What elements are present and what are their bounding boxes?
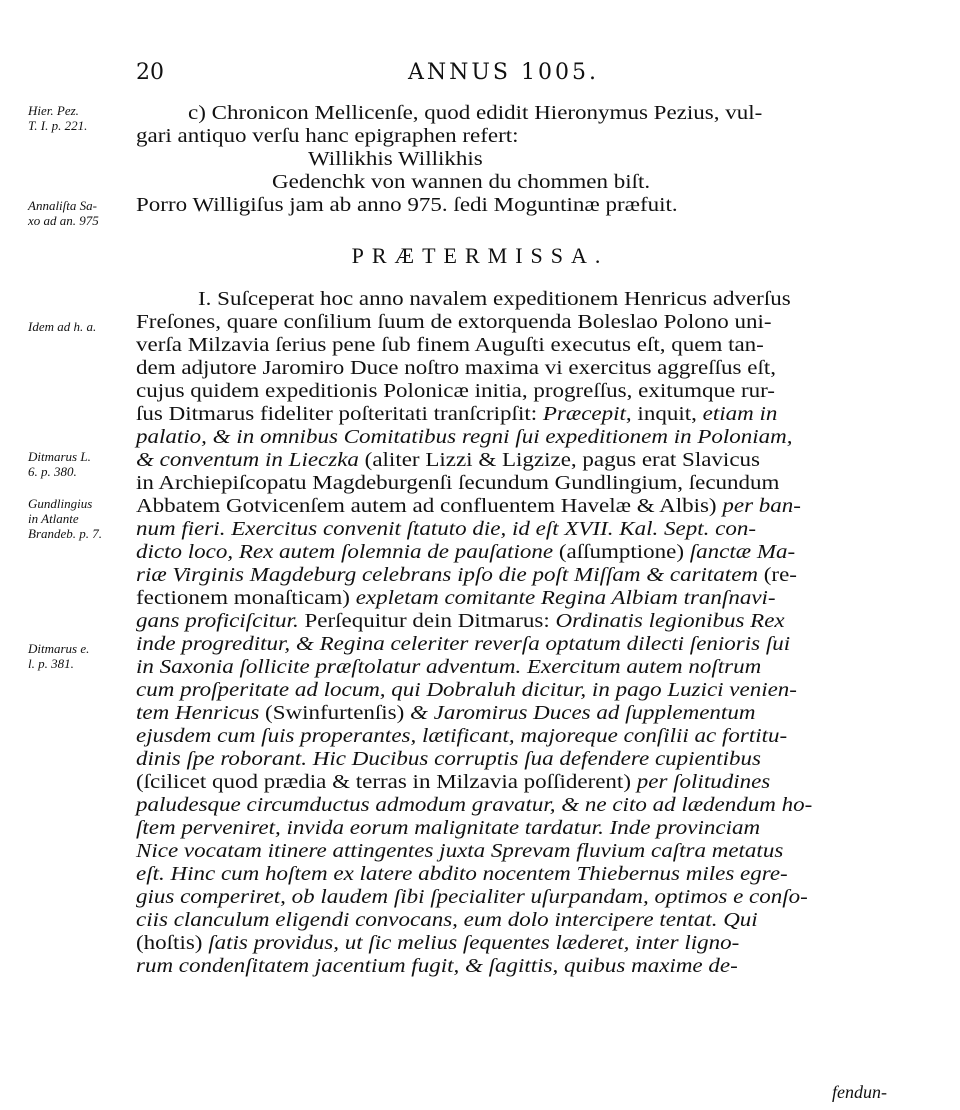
text-line — [136, 771, 770, 794]
page-number: 20 — [136, 60, 164, 85]
text-line — [136, 541, 795, 564]
text-line — [188, 102, 762, 125]
italic-span: ſanctæ Ma- — [689, 541, 796, 563]
margin-note-line: Hier. Pez. — [28, 103, 79, 118]
italic-span: per ban- — [722, 495, 801, 517]
italic-span: expletam comitante Regina Albiam tranſnavi- — [355, 587, 776, 609]
roman-span: (aſſumptione) — [553, 541, 690, 563]
text-line — [136, 564, 797, 587]
roman-span: Willikhis Willikhis — [308, 148, 483, 170]
text-line — [272, 171, 650, 194]
text-line — [136, 495, 801, 518]
text-line — [136, 886, 808, 909]
text-line — [136, 357, 776, 380]
text-line — [136, 817, 760, 840]
italic-span: gans proficiſcitur. — [136, 610, 299, 632]
margin-note-line: 6. p. 380. — [28, 464, 77, 479]
text-line — [136, 380, 775, 403]
text-line — [136, 909, 758, 932]
italic-span: ſtem perveniret, invida eorum malignitate tardatur. Inde provinciam — [136, 817, 761, 839]
text-line — [136, 472, 779, 495]
italic-span: cum proſperitate ad locum, qui Dobraluh dicitur, in pago Luzici venien- — [136, 679, 797, 701]
roman-span: (Swinfurtenſis) — [259, 702, 411, 724]
text-line — [136, 679, 797, 702]
text-line — [308, 148, 483, 171]
roman-span: verſa Milzavia ſerius pene ſub finem Auguſti executus eſt, quem tan- — [136, 334, 764, 356]
roman-span: (hoſtis) — [136, 932, 209, 954]
text-line — [136, 702, 755, 725]
italic-span: inde progreditur, & Regina celeriter reverſa optatum dilecti ſenioris ſui — [136, 633, 791, 655]
roman-span: I. Suſceperat hoc anno navalem expeditionem Henricus adverſus — [198, 288, 791, 310]
text-line — [136, 656, 761, 679]
text-line — [136, 932, 739, 955]
roman-span: cujus quidem expeditionis Polonicæ initia, progreſſus, exitumque rur- — [136, 380, 775, 402]
text-line — [136, 955, 738, 978]
page-header — [0, 60, 960, 90]
text-line — [136, 334, 764, 357]
italic-span: rum condenſitatem jacentium fugit, & ſagittis, quibus maxime de- — [136, 955, 738, 977]
margin-note-line: Gundlingius — [28, 496, 93, 511]
margin-note-line: T. I. p. 221. — [28, 118, 88, 133]
margin-note — [28, 198, 99, 228]
roman-span: Porro Willigiſus jam ab anno 975. ſedi Moguntinæ præfuit. — [136, 194, 678, 216]
roman-span: Perſequitur dein Ditmarus: — [298, 610, 556, 632]
margin-note — [28, 319, 96, 334]
roman-span: Abbatem Gotvicenſem autem ad confluentem Havelæ & Albis) — [136, 495, 723, 517]
italic-span: paludesque circumductus admodum gravatur, & ne cito ad lædendum ho- — [136, 794, 813, 816]
margin-note-line: Ditmarus e. — [28, 641, 90, 656]
section-heading: PRÆTERMISSA. — [351, 243, 609, 268]
text-line — [136, 194, 678, 217]
margin-note — [28, 496, 102, 541]
catchword: fendun- — [832, 1082, 887, 1102]
italic-span: num fieri. Exercitus convenit ſtatuto die, id eſt XVII. Kal. Sept. con- — [136, 518, 757, 540]
italic-span: gius comperiret, ob laudem ſibi ſpecialiter uſurpandam, optimos e conſo- — [136, 886, 808, 908]
margin-note-line: Brandeb. p. 7. — [28, 526, 103, 541]
text-line — [136, 863, 788, 886]
italic-span: Ordinatis legionibus Rex — [555, 610, 785, 632]
running-title: ANNUS 1005. — [408, 60, 599, 85]
italic-span: riæ Virginis Magdeburg celebrans ipſo die poſt Miſſam & caritatem — [136, 564, 759, 586]
roman-span: (re- — [758, 564, 797, 586]
text-line — [136, 449, 760, 472]
margin-note — [28, 641, 89, 671]
roman-span: dem adjutore Jaromiro Duce noſtro maxima vi exercitus aggreſſus eſt, — [136, 357, 776, 379]
roman-span: c) Chronicon Mellicenſe, quod edidit Hieronymus Pezius, vul- — [188, 102, 763, 124]
italic-span: etiam in — [702, 403, 778, 425]
text-line — [136, 587, 776, 610]
italic-span: ciis clanculum eligendi convocans, eum dolo intercipere tentat. Qui — [136, 909, 758, 931]
italic-span: dinis ſpe roborant. Hic Ducibus corruptis ſua defendere cupientibus — [136, 748, 761, 770]
roman-span: Freſones, quare conſilium ſuum de extorquenda Boleslao Polono uni- — [136, 311, 772, 333]
italic-span: & conventum in Lieczka — [136, 449, 359, 471]
text-line — [136, 610, 785, 633]
margin-note-line: in Atlante — [28, 511, 79, 526]
roman-span: , inquit, — [625, 403, 703, 425]
margin-note — [28, 103, 87, 133]
margin-note — [28, 449, 91, 479]
text-line — [136, 403, 777, 426]
roman-span: (aliter Lizzi & Ligzize, pagus erat Slavicus — [358, 449, 760, 471]
italic-span: ejusdem cum ſuis properantes, lætificant, majoreque conſilii ac fortitu- — [136, 725, 788, 747]
roman-span: ſus Ditmarus fideliter poſteritati tranſcripſit: — [136, 403, 543, 425]
italic-span: Nice vocatam itinere attingentes juxta Sprevam fluvium caſtra metatus — [136, 840, 784, 862]
text-line — [136, 794, 812, 817]
roman-span: fectionem monaſticam) — [136, 587, 356, 609]
text-line — [136, 518, 756, 541]
italic-span: dicto loco, Rex autem ſolemnia de pauſatione — [136, 541, 554, 563]
margin-note-line: Idem ad h. a. — [28, 319, 97, 334]
margin-note-line: Annaliſta Sa- — [28, 198, 97, 213]
italic-span: in Saxonia ſollicite præſtolatur adventum. Exercitum autem noſtrum — [136, 656, 762, 678]
roman-span: (ſcilicet quod prædia & terras in Milzavia poſſiderent) — [136, 771, 637, 793]
text-line — [136, 311, 772, 334]
text-line — [136, 125, 519, 148]
text-line — [136, 426, 793, 449]
italic-span: tem Henricus — [136, 702, 260, 724]
roman-span: in Archiepiſcopatu Magdeburgenſi ſecundum Gundlingium, ſecundum — [136, 472, 780, 494]
margin-note-line: Ditmarus L. — [28, 449, 91, 464]
italic-span: ſatis providus, ut ſic melius ſequentes læderet, inter ligno- — [208, 932, 740, 954]
text-line — [136, 748, 761, 771]
roman-span: gari antiquo verſu hanc epigraphen refert: — [136, 125, 519, 147]
roman-span: Gedenchk von wannen du chommen biſt. — [272, 171, 651, 193]
italic-span: & Jaromirus Duces ad ſupplementum — [410, 702, 756, 724]
italic-span: per ſolitudines — [636, 771, 771, 793]
margin-note-line: xo ad an. 975 — [28, 213, 99, 228]
text-line — [136, 633, 790, 656]
text-line — [198, 288, 791, 311]
margin-note-line: l. p. 381. — [28, 656, 74, 671]
italic-span: Præcepit — [542, 403, 626, 425]
text-line — [136, 725, 787, 748]
text-line — [136, 840, 783, 863]
italic-span: palatio, & in omnibus Comitatibus regni ſui expeditionem in Poloniam, — [136, 426, 793, 448]
italic-span: eſt. Hinc cum hoſtem ex latere abdito nocentem Thiebernus miles egre- — [136, 863, 788, 885]
